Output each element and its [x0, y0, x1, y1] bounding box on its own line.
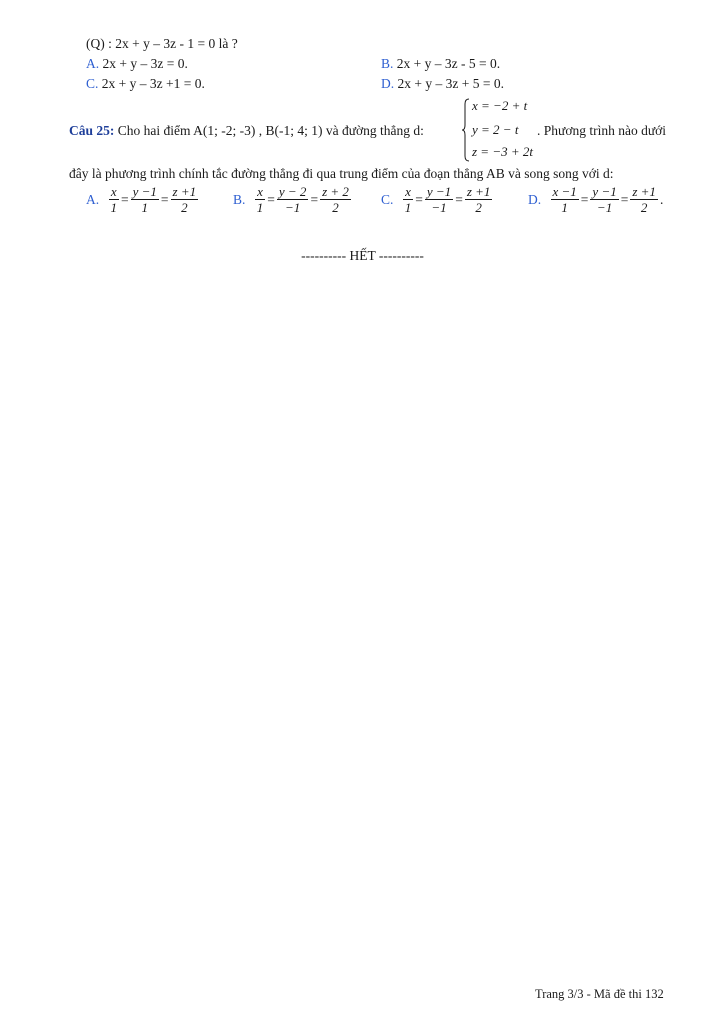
q25-option-b-label: B. — [233, 191, 246, 207]
q24-option-b-text: 2x + y – 3z - 5 = 0. — [396, 56, 501, 71]
fraction — [109, 184, 120, 215]
fraction-denominator: 2 — [332, 200, 339, 215]
fraction-denominator: −1 — [285, 200, 301, 215]
fraction — [590, 184, 618, 215]
fraction-denominator: −1 — [596, 200, 613, 215]
fraction-denominator: −1 — [431, 200, 447, 215]
q25-option-c: C. $\frac{x}{1}$ = $\frac{y -1}{-1}$ = $\frac{z +1}{2}$ — [381, 184, 491, 215]
system-eq-y: y = 2 − t — [472, 122, 519, 137]
fraction — [403, 184, 414, 215]
page-footer: Trang 3/3 - Mã đề thi 132 — [535, 987, 664, 1001]
fraction — [630, 184, 658, 215]
fraction-numerator: z + 2 — [322, 184, 349, 199]
q25-option-a: A. $\frac{x}{1}$ = $\frac{y -1}{1}$ = $\frac{z +1}{2}$ — [86, 184, 197, 215]
fraction-denominator: 1 — [561, 200, 568, 215]
fraction-denominator: 1 — [110, 200, 117, 215]
fraction-numerator: z +1 — [172, 184, 197, 199]
q24-option-c-text: 2x + y – 3z +1 = 0. — [101, 76, 205, 91]
fraction-denominator: 1 — [404, 200, 412, 215]
q25-option-c-label: C. — [381, 191, 394, 207]
q25-option-d: D. $\frac{x -1}{1}$ = $\frac{y -1}{-1}$ = $\frac{z +1}{2}$ . — [528, 184, 664, 215]
q24-option-a-label: A. — [86, 56, 100, 71]
q25-stem-part2: . Phương trình nào dưới — [537, 123, 667, 138]
fraction — [425, 184, 453, 215]
fraction — [465, 184, 493, 215]
fraction-numerator: y −1 — [132, 184, 157, 199]
fraction-numerator: x −1 — [552, 184, 577, 199]
fraction-denominator: 2 — [475, 200, 482, 215]
fraction-numerator: x — [255, 184, 266, 200]
q24-stem: (Q) : 2x + y – 3z - 1 = 0 là ? — [86, 36, 238, 51]
fraction-numerator: x — [109, 184, 120, 200]
q25-option-d-label: D. — [528, 191, 542, 207]
fraction-denominator: 2 — [640, 200, 648, 215]
q24-option-d-text: 2x + y – 3z + 5 = 0. — [397, 76, 504, 91]
q24-option-a — [86, 56, 188, 72]
fraction-denominator: 2 — [181, 200, 188, 215]
fraction-numerator: y −1 — [592, 184, 617, 199]
system-eq-z: z = −3 + 2t — [472, 144, 533, 159]
fraction-denominator: 1 — [256, 200, 264, 215]
q24-option-b — [381, 56, 500, 72]
q24-option-b-label: B. — [381, 56, 394, 71]
left-brace-icon — [462, 98, 470, 162]
line-d-system — [462, 98, 532, 162]
fraction — [320, 184, 351, 215]
fraction — [171, 184, 199, 215]
q24-option-c — [86, 76, 205, 92]
q24-option-a-text: 2x + y – 3z = 0. — [102, 56, 188, 71]
system-eq-x: x = −2 + t — [472, 98, 528, 113]
fraction — [131, 184, 159, 215]
q25-stem-part1: Cho hai điểm A(1; -2; -3) , B(-1; 4; 1) và đường thẳng d: — [117, 123, 424, 138]
q25-option-b: B. $\frac{x}{1}$ = $\frac{y - 2}{-1}$ = $\frac{z + 2}{2}$ — [233, 184, 349, 215]
fraction-numerator: z +1 — [632, 184, 656, 199]
fraction-denominator: 1 — [141, 200, 149, 215]
end-of-exam-mark: ---------- HẾT ---------- — [301, 248, 424, 263]
option-d-period: . — [659, 191, 664, 207]
q25-label: Câu 25: — [69, 123, 115, 138]
q25-stem-line2: đây là phương trình chính tắc đường thẳng đi qua trung điểm của đoạn thẳng AB và song song với d: — [69, 166, 614, 181]
fraction — [277, 184, 309, 215]
q24-option-c-label: C. — [86, 76, 99, 91]
fraction — [551, 184, 579, 215]
q25-stem-line1 — [69, 123, 424, 139]
q24-option-d-label: D. — [381, 76, 395, 91]
fraction-numerator: y − 2 — [278, 184, 307, 199]
fraction-numerator: x — [403, 184, 414, 200]
fraction — [255, 184, 266, 215]
fraction-numerator: z +1 — [466, 184, 491, 199]
q25-option-a-label: A. — [86, 191, 100, 207]
q24-option-d — [381, 76, 504, 92]
fraction-numerator: y −1 — [426, 184, 452, 199]
